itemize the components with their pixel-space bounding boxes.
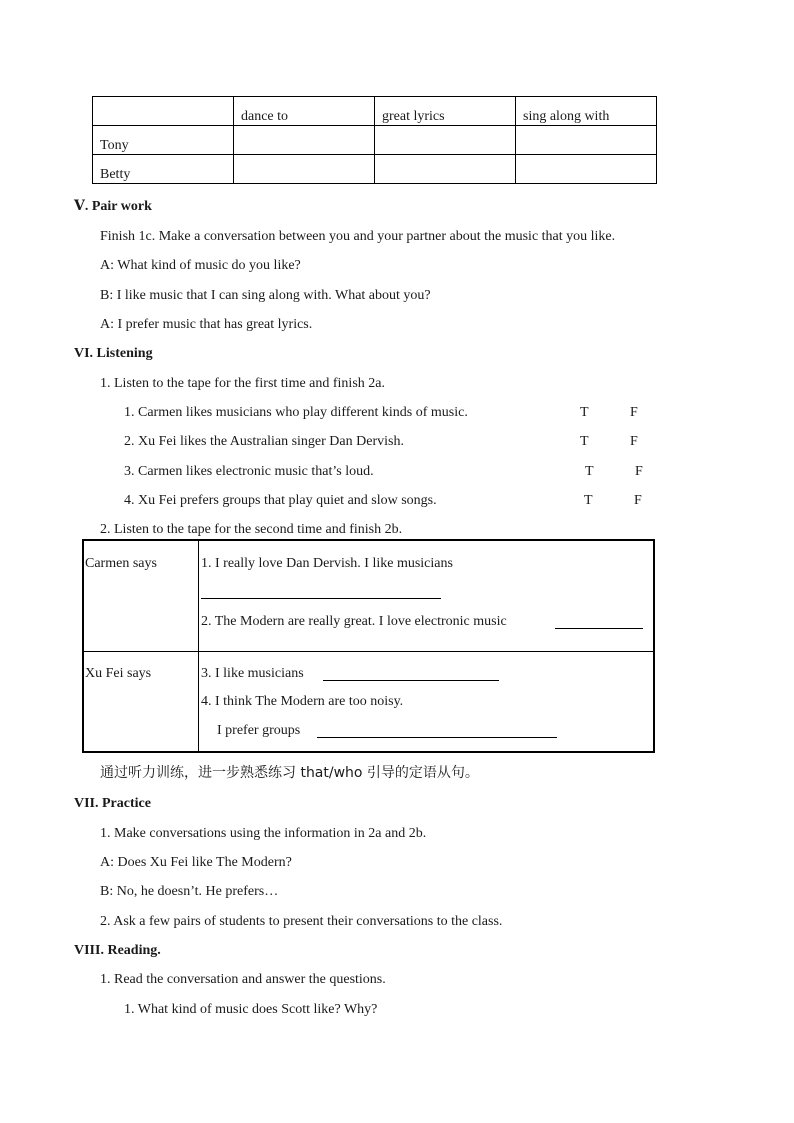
true-option[interactable]: T	[584, 493, 593, 508]
practice-line: 2. Ask a few pairs of students to present their conversations to the class.	[100, 914, 503, 929]
listening-2b-table	[82, 539, 655, 753]
true-option[interactable]: T	[585, 464, 594, 479]
table-header-cell: great lyrics	[375, 97, 516, 126]
table-cell-empty[interactable]	[516, 155, 657, 184]
sentence-4: 4. I think The Modern are too noisy.	[201, 694, 404, 709]
row-name-cell: Tony	[93, 126, 234, 155]
practice-line: B: No, he doesn’t. He prefers…	[100, 884, 279, 899]
table-cell-empty[interactable]	[234, 155, 375, 184]
tf-statement: 1. Carmen likes musicians who play different kinds of music.	[124, 405, 468, 420]
table-row	[93, 155, 657, 184]
table-cell-empty[interactable]	[375, 126, 516, 155]
dialogue-line: B: I like music that I can sing along with. What about you?	[100, 288, 431, 303]
reading-task-1: 1. Read the conversation and answer the questions.	[100, 972, 386, 987]
blank-line[interactable]	[555, 628, 643, 629]
dialogue-line: A: I prefer music that has great lyrics.	[100, 317, 313, 332]
practice-line: A: Does Xu Fei like The Modern?	[100, 855, 292, 870]
row-name-cell: Betty	[93, 155, 234, 184]
dialogue-line: A: What kind of music do you like?	[100, 258, 301, 273]
false-option[interactable]: F	[634, 493, 642, 508]
reading-question: 1. What kind of music does Scott like? Why?	[124, 1002, 378, 1017]
section-heading-reading: VIII. Reading.	[74, 943, 161, 958]
table-divider	[84, 651, 653, 652]
table-header-cell	[93, 97, 234, 126]
table-row	[93, 126, 657, 155]
pair-work-instruction: Finish 1c. Make a conversation between you and your partner about the music that you like.	[100, 229, 616, 244]
false-option[interactable]: F	[630, 405, 638, 420]
sentence-4b: I prefer groups	[217, 723, 301, 738]
table-divider	[198, 541, 199, 751]
table-cell-empty[interactable]	[516, 126, 657, 155]
sentence-3: 3. I like musicians	[201, 666, 304, 681]
section-heading-pair-work: Ⅴ. Pair work	[74, 199, 152, 214]
listening-task-2: 2. Listen to the tape for the second time and finish 2b.	[100, 522, 403, 537]
listening-task-1: 1. Listen to the tape for the first time and finish 2a.	[100, 376, 385, 391]
true-option[interactable]: T	[580, 434, 589, 449]
false-option[interactable]: F	[630, 434, 638, 449]
sentence-1: 1. I really love Dan Dervish. I like musicians	[201, 556, 453, 571]
listening-note: 通过听力训练，进一步熟悉练习 that/who 引导的定语从句。	[100, 765, 479, 781]
tf-statement: 4. Xu Fei prefers groups that play quiet and slow songs.	[124, 493, 437, 508]
speaker-label: Xu Fei says	[85, 666, 152, 681]
tf-statement: 3. Carmen likes electronic music that’s loud.	[124, 464, 374, 479]
preference-table	[92, 96, 657, 184]
table-cell-empty[interactable]	[234, 126, 375, 155]
table-cell-empty[interactable]	[375, 155, 516, 184]
table-header-cell: sing along with	[516, 97, 657, 126]
blank-line[interactable]	[201, 598, 441, 599]
table-header-row	[93, 97, 657, 126]
blank-line[interactable]	[323, 680, 499, 681]
section-heading-listening: VI. Listening	[74, 346, 153, 361]
practice-line: 1. Make conversations using the information in 2a and 2b.	[100, 826, 427, 841]
section-heading-practice: VII. Practice	[74, 796, 151, 811]
sentence-2: 2. The Modern are really great. I love electronic music	[201, 614, 507, 629]
false-option[interactable]: F	[635, 464, 643, 479]
tf-statement: 2. Xu Fei likes the Australian singer Dan Dervish.	[124, 434, 404, 449]
blank-line[interactable]	[317, 737, 557, 738]
speaker-label: Carmen says	[85, 556, 157, 571]
table-header-cell: dance to	[234, 97, 375, 126]
true-option[interactable]: T	[580, 405, 589, 420]
